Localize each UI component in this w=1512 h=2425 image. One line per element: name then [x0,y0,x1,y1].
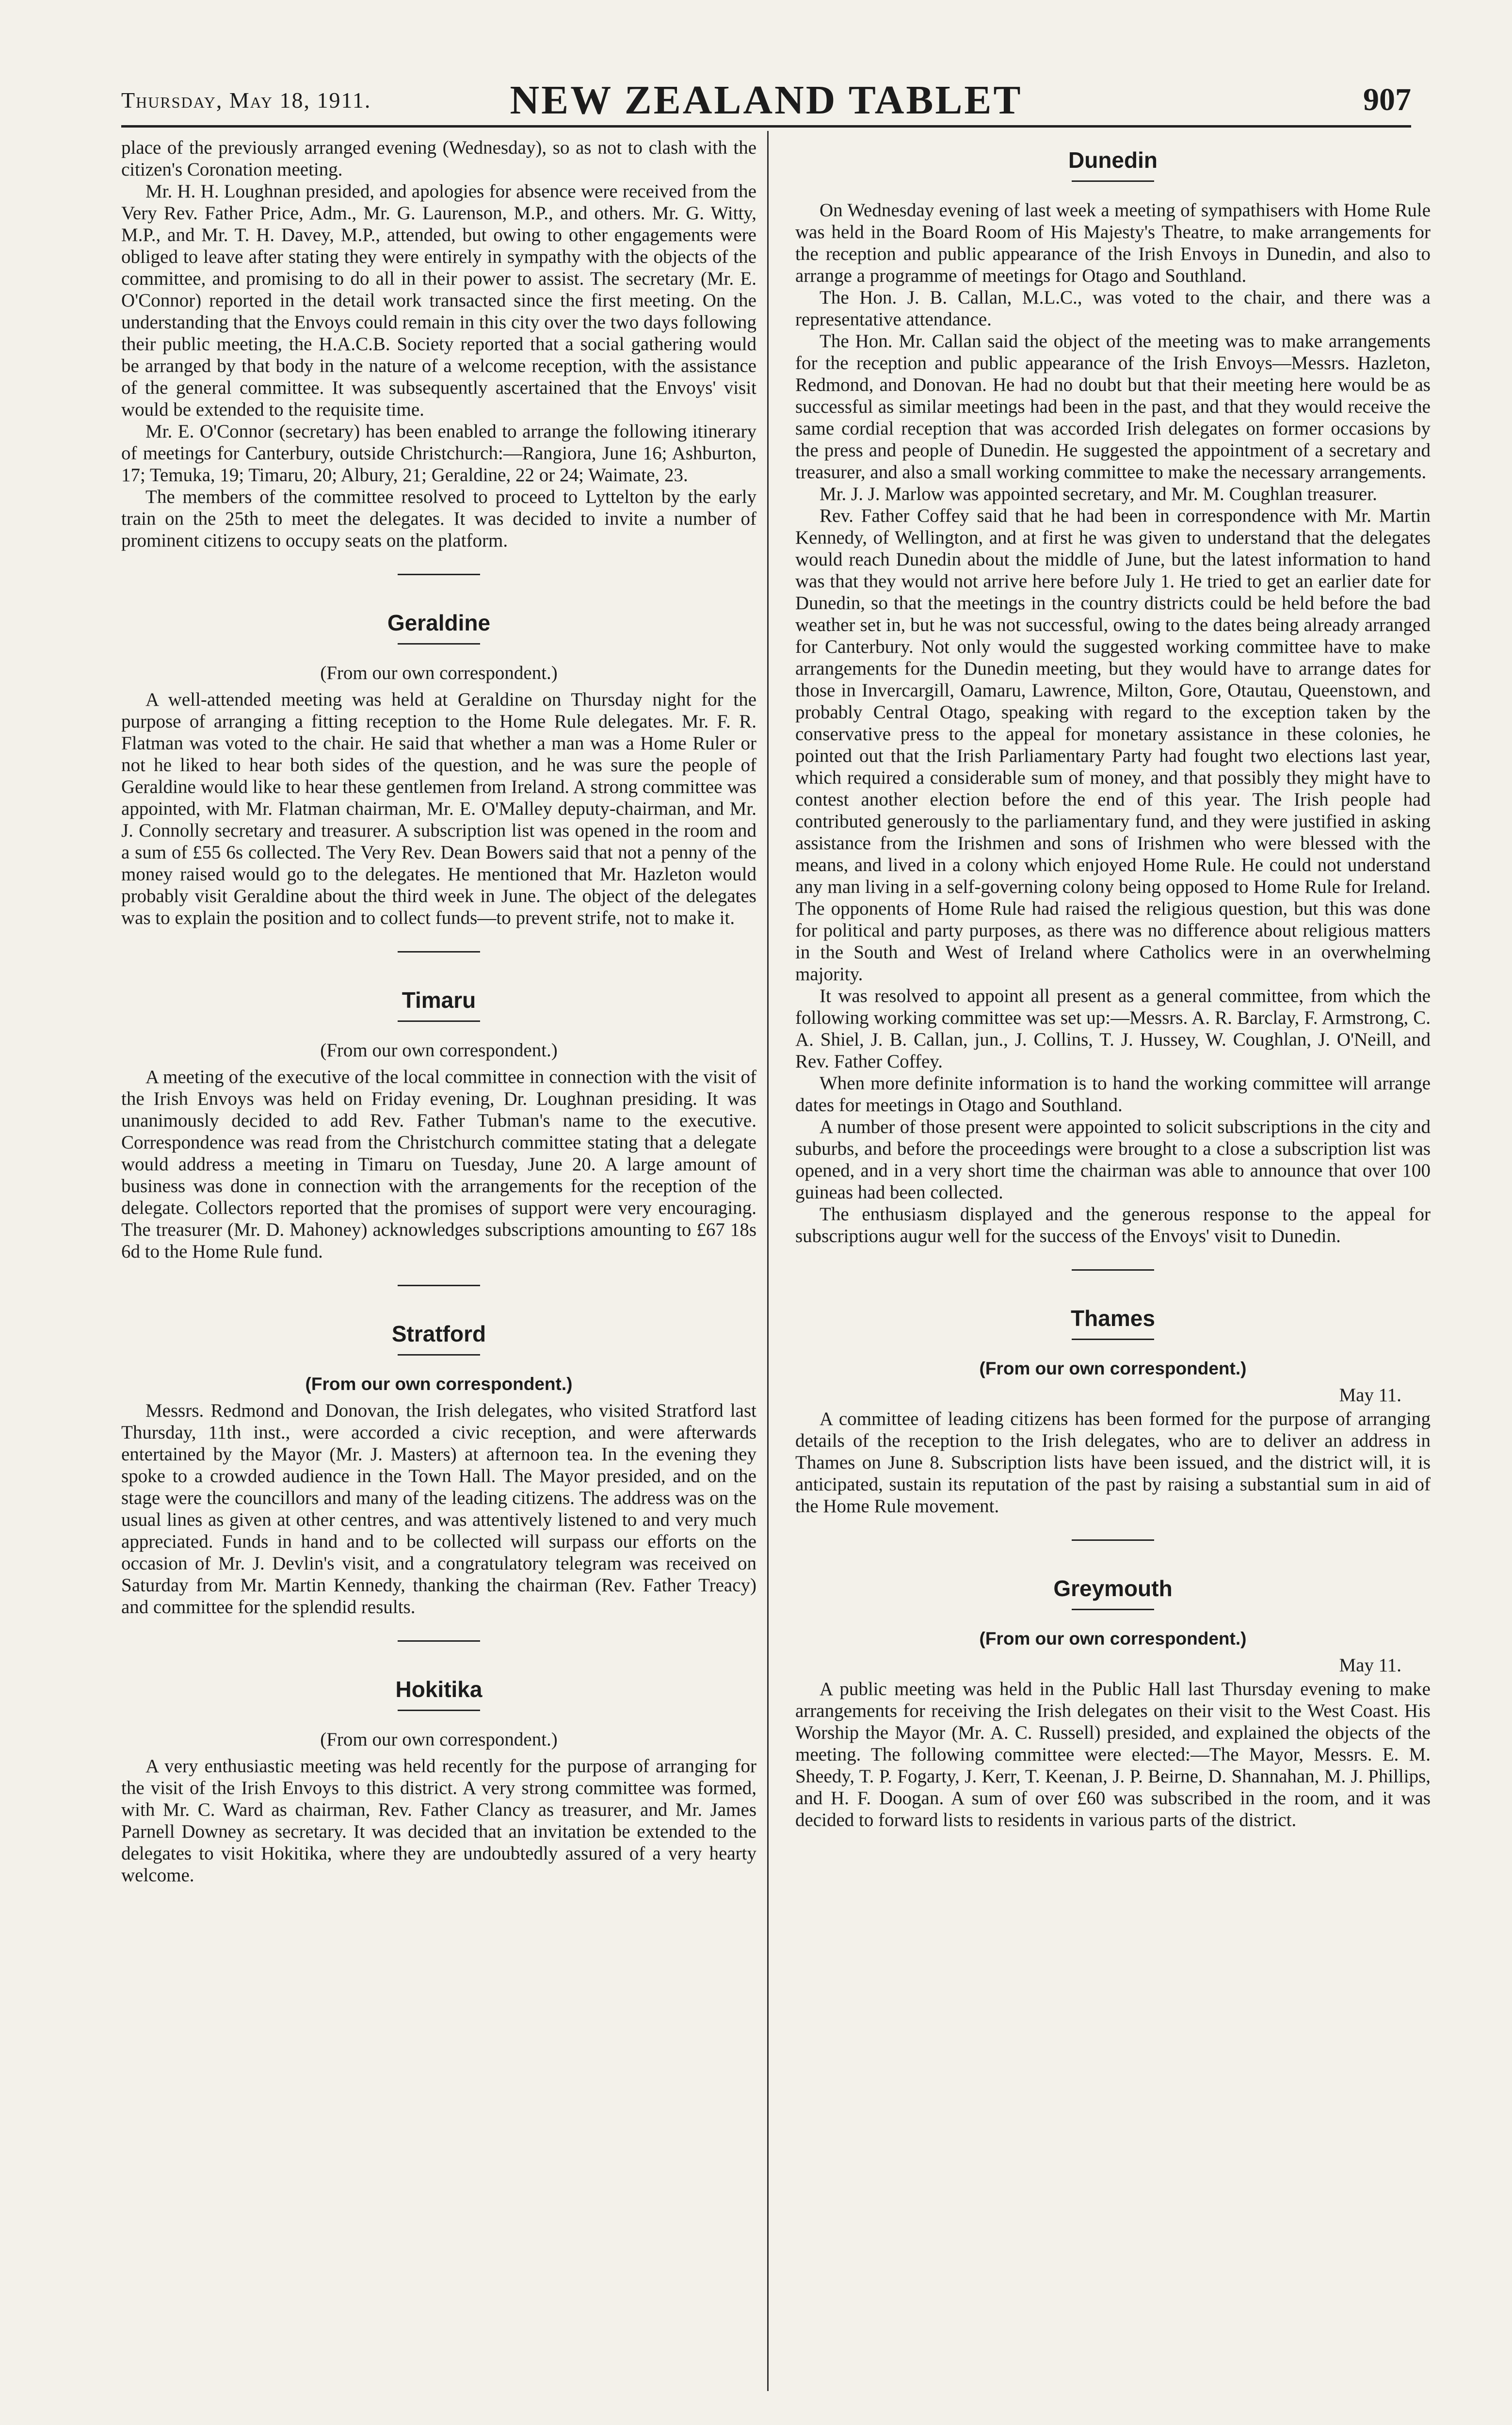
byline: (From our own correspondent.) [979,1358,1247,1378]
section-heading-hokitika: Hokitika [395,1677,483,1702]
continued-paragraph: Mr. H. H. Loughnan presided, and apologies for absence were received from the Very Rev. Father Price, Adm., Mr. G. Laurenson, M.P., and others. Mr. G. Witty, M.P., and Mr. T. H. Davey, M.P., attended, but owing to other engagements were obliged to leave after stating they were entirely in sympathy with the objects of the committee, and promising to do all in their power to assist. The secretary (Mr. E. O'Connor) reported in the detail work transacted since the first meeting. On the understanding that the Envoys could remain in this city over the two days following their public meeting, the H.A.C.B. Society reported that a social gathering would be arranged by that body in the nature of a welcome reception, with the assistance of the general committee. It was subsequently ascertained that the Envoys' visit would be extended to the requisite time. [121,181,756,420]
left-column [121,137,756,2407]
article-paragraph: Mr. J. J. Marlow was appointed secretary, and Mr. M. Coughlan treasurer. [820,484,1377,504]
article-paragraph: It was resolved to appoint all present as a general committee, from which the following working committee was set up:—Messrs. A. R. Barclay, F. Armstrong, C. A. Shiel, J. B. Callan, jun., J. Collins, T. J. Hussey, W. Coughlan, J. O'Neill, and Rev. Father Coffey. [795,986,1431,1072]
heading-underline [398,643,480,645]
article-paragraph: A well-attended meeting was held at Geraldine on Thursday night for the purpose of arranging a fitting reception to the Home Rule delegates. Mr. F. R. Flatman was voted to the chair. He said that whether a man was a Home Ruler or not he liked to hear both sides of the question, and he was sure the people of Geraldine would like to hear these gentlemen from Ireland. A strong committee was appointed, with Mr. Flatman chairman, Mr. E. O'Malley deputy-chairman, and Mr. J. Connolly secretary and treasurer. A subscription list was opened in the room and a sum of £55 6s collected. The Very Rev. Dean Bowers said that not a penny of the money raised would go to the delegates. He mentioned that Mr. Hazleton would probably visit Geraldine about the third week in June. The object of the delegates was to explain the position and to collect funds—to prevent strife, not to make it. [121,689,756,928]
article-paragraph: A very enthusiastic meeting was held recently for the purpose of arranging for the visit of the Irish Envoys to this district. A very strong committee was formed, with Mr. C. Ward as chairman, Rev. Father Clancy as treasurer, and Mr. James Parnell Downey as secretary. It was decided that an invitation be extended to the delegates to visit Hokitika, where they are undoubtedly assured of a very hearty welcome. [121,1756,756,1886]
byline: (From our own correspondent.) [305,1374,573,1394]
article-paragraph: Messrs. Redmond and Donovan, the Irish delegates, who visited Stratford last Thursday, 11th inst., were accorded a civic reception, and were afterwards entertained by the Mayor (Mr. J. Masters) at afternoon tea. In the evening they spoke to a crowded audience in the Town Hall. The Mayor presided, and on the stage were the councillors and many of the leading citizens. The address was on the usual lines as given at other centres, and was attentively listened to and very much appreciated. Funds in hand and to be collected will surpass our efforts on the occasion of Mr. J. Devlin's visit, and a congratulatory telegram was received on Saturday from Mr. Martin Kennedy, thanking the chairman (Rev. Father Treacy) and committee for the splendid results. [121,1400,756,1617]
section-separator [1072,1539,1154,1541]
section-separator [398,1285,480,1286]
byline: (From our own correspondent.) [320,1729,558,1750]
masthead-rule [121,125,1411,128]
right-column [795,137,1431,2407]
heading-underline [1072,1609,1154,1610]
article-paragraph: A public meeting was held in the Public Hall last Thursday evening to make arrangements for receiving the Irish delegates on their visit to the West Coast. His Worship the Mayor (Mr. A. C. Russell) presided, and explained the objects of the meeting. The following committee were elected:—The Mayor, Messrs. E. M. Sheedy, T. P. Fogarty, J. Kerr, T. Keenan, J. P. Beirne, D. Shannahan, M. J. Phillips, and H. F. Doogan. A sum of over £60 was subscribed in the room, and it was decided to forward lists to residents in various parts of the district. [795,1679,1431,1830]
section-heading-dunedin: Dunedin [1068,147,1158,173]
byline: (From our own correspondent.) [320,663,558,683]
article-paragraph: The Hon. Mr. Callan said the object of the meeting was to make arrangements for the reception and public appearance of the Irish Envoys—Messrs. Hazleton, Redmond, and Donovan. He had no doubt but that their meeting here would be as successful as similar meetings had been in the past, and that they would receive the same cordial reception that was accorded Irish delegates on former occasions by the press and people of Dunedin. He suggested the appointment of a secretary and treasurer, and also a small working committee to make the necessary arrangements. [795,331,1431,483]
article-paragraph: The Hon. J. B. Callan, M.L.C., was voted to the chair, and there was a representative attendance. [795,287,1431,330]
article-paragraph: The enthusiasm displayed and the generous response to the appeal for subscriptions augur well for the success of the Envoys' visit to Dunedin. [795,1204,1431,1246]
heading-underline [1072,180,1154,182]
column-divider [767,131,769,2391]
section-separator [398,1640,480,1642]
section-separator [1072,1269,1154,1271]
masthead [121,68,1411,126]
section-heading-stratford: Stratford [391,1321,486,1346]
section-heading-thames: Thames [1071,1306,1155,1331]
heading-underline [398,1020,480,1022]
article-paragraph: Rev. Father Coffey said that he had been in correspondence with Mr. Martin Kennedy, of Wellington, and at first he was given to understand that the delegates would reach Dunedin about the middle of June, but the latest information to hand was that they would not arrive here before July 1. He tried to get an earlier date for Dunedin, so that the meetings in the country districts could be held before the bad weather set in, but he was not successful, owing to the dates being already arranged for Canterbury. Not only would the suggested working committee have to make arrangements for the Dunedin meeting, but they would have to arrange dates for those in Invercargill, Oamaru, Lawrence, Milton, Gore, Otautau, Queenstown, and probably Central Otago, speaking with regard to the exception taken by the conservative press to the appeal for monetary assistance in these colonies, he pointed out that the Irish Parliamentary Party had fought two elections last year, which required a considerable sum of money, and that possibly they might have to contest another election before the end of this year. The Irish people had contributed generously to the parliamentary fund, and they were justified in asking assistance from the Irishmen and sons of Irishmen who were blessed with the means, and lived in a colony which enjoyed Home Rule. He could not understand any man living in a self-governing colony being opposed to Home Rule for Ireland. The opponents of Home Rule had raised the religious question, but this was done for political and party purposes, as there was no difference about religious matters in the South and West of Ireland where Catholics were in an overwhelming majority. [795,505,1431,985]
continued-paragraph: Mr. E. O'Connor (secretary) has been enabled to arrange the following itinerary of meetings for Canterbury, outside Christchurch:—Rangiora, June 16; Ashburton, 17; Temuka, 19; Timaru, 20; Albury, 21; Geraldine, 22 or 24; Waimate, 23. [121,421,756,485]
article-paragraph: When more definite information is to hand the working committee will arrange dates for meetings in Otago and Southland. [795,1073,1431,1116]
heading-underline [1072,1339,1154,1340]
article-paragraph: On Wednesday evening of last week a meeting of sympathisers with Home Rule was held in the Board Room of His Majesty's Theatre, to make arrangements for the reception and public appearance of the Irish Envoys in Dunedin, and also to arrange a programme of meetings for Otago and Southland. [795,200,1431,286]
section-heading-geraldine: Geraldine [387,610,491,635]
byline: (From our own correspondent.) [979,1629,1247,1649]
article-paragraph: A committee of leading citizens has been formed for the purpose of arranging details of the reception to the Irish delegates, who are to deliver an address in Thames on June 8. Subscription lists have been issued, and the district will, it is anticipated, sustain its reputation of the past by raising a substantial sum in aid of the Home Rule movement. [795,1408,1431,1517]
section-separator [398,574,480,575]
section-heading-greymouth: Greymouth [1053,1576,1173,1601]
continued-paragraph: The members of the committee resolved to proceed to Lyttelton by the early train on the 25th to meet the delegates. It was decided to invite a number of prominent citizens to occupy seats on the platform. [121,486,756,551]
continued-paragraph: place of the previously arranged evening (Wednesday), so as not to clash with the citizen's Coronation meeting. [121,137,756,180]
section-separator [398,951,480,953]
heading-underline [398,1354,480,1356]
issue-date: Thursday, May 18, 1911. [121,88,371,113]
publication-title: NEW ZEALAND TABLET [510,78,1023,123]
byline: (From our own correspondent.) [320,1040,558,1061]
section-heading-timaru: Timaru [402,987,476,1013]
dateline: May 11. [1339,1385,1401,1406]
article-paragraph: A meeting of the executive of the local committee in connection with the visit of the Irish Envoys was held on Friday evening, Dr. Loughnan presiding. It was unanimously decided to add Rev. Father Tubman's name to the executive. Correspondence was read from the Christchurch committee stating that a delegate would address a meeting in Timaru on Tuesday, June 20. A large amount of business was done in connection with the arrangements for the reception of the delegate. Collectors reported that the promises of support were very encouraging. The treasurer (Mr. D. Mahoney) acknowledges subscriptions amounting to £67 18s 6d to the Home Rule fund. [121,1067,756,1262]
heading-underline [398,1710,480,1711]
article-paragraph: A number of those present were appointed to solicit subscriptions in the city and suburbs, and before the proceedings were brought to a close a subscription list was opened, and in a very short time the chairman was able to announce that over 100 guineas had been collected. [795,1116,1431,1203]
page-number: 907 [1363,82,1411,117]
dateline: May 11. [1339,1655,1401,1676]
